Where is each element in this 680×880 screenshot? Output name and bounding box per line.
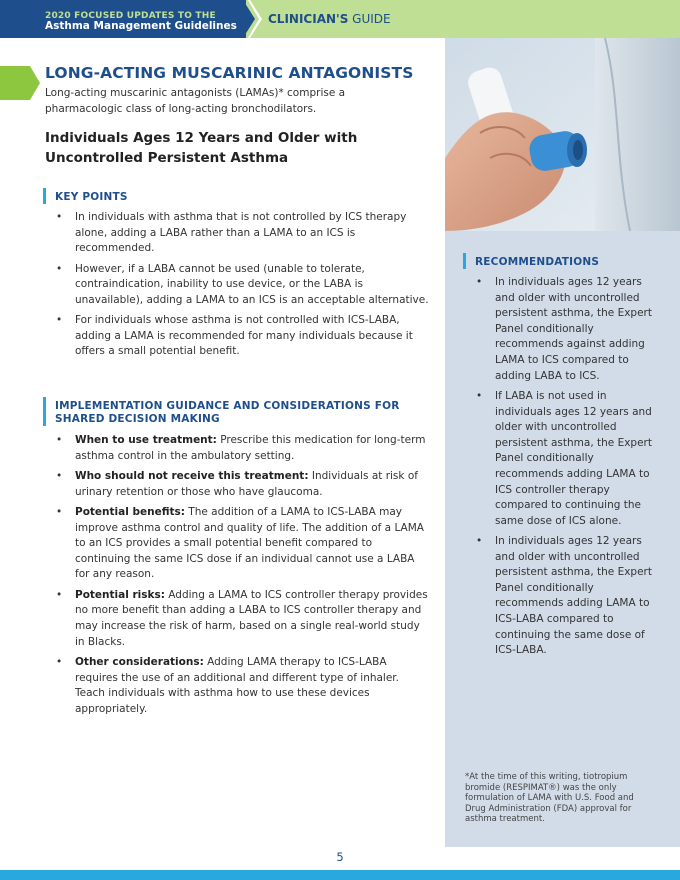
guidance-item-label: Who should not receive this treatment:	[75, 469, 309, 482]
header-series-title: 2020 FOCUSED UPDATES TO THE	[45, 11, 216, 21]
guidance-item-label: When to use treatment:	[75, 434, 217, 446]
key-point-item	[45, 313, 430, 360]
bullet-icon: •	[56, 469, 63, 482]
header-guide-rest: GUIDE	[348, 12, 391, 26]
key-point-text: For individuals whose asthma is not controlled with ICS-LABA, adding a LAMA is recommended for many individuals because it offers a small potential benefit.	[75, 314, 413, 358]
bullet-icon: •	[56, 434, 63, 446]
bullet-icon: •	[476, 535, 483, 548]
guidance-item-text: Prescribe this medication for long-term asthma control in the ambulatory setting.	[75, 434, 426, 462]
lama-footnote: *At the time of this writing, tiotropium bromide (RESPIMAT®) was the only formulation of LAMA with U.S. Food and Drug Administration (FDA) approval for asthma treatment.	[465, 772, 634, 825]
guidance-item-text: Individuals at risk of urinary retention or those who have glaucoma.	[75, 469, 418, 498]
recommendations-list	[475, 275, 660, 664]
header-guide-bold: CLINICIAN'S	[268, 12, 349, 26]
key-point-text: However, if a LABA cannot be used (unable to tolerate, contraindication, inability to use device, or the LABA is unavailable), adding a LAMA to an ICS is an acceptable alternative.	[75, 262, 429, 306]
guidance-item-text: Adding LAMA therapy to ICS-LABA requires the use of an additional and different type of inhaler. Teach individuals with asthma how to use these devices appropriately.	[75, 655, 400, 715]
inhaler-photo	[445, 38, 680, 231]
guidance-item	[45, 655, 430, 717]
bullet-icon: •	[476, 389, 483, 402]
recommendation-item	[475, 275, 660, 384]
key-point-text: In individuals with asthma that is not controlled by ICS therapy alone, adding a LABA rather than a LAMA to an ICS is recommended.	[75, 211, 407, 255]
guidance-item-label: Potential benefits:	[75, 505, 185, 518]
bullet-icon: •	[56, 505, 63, 518]
header-guidelines-title: Asthma Management Guidelines	[45, 20, 237, 32]
recommendation-text: In individuals ages 12 years and older with uncontrolled persistent asthma, the Expert Panel conditionally recommends adding LAMA to ICS-LABA compared to continuing the same dose of ICS-LABA.	[495, 535, 652, 657]
bullet-icon: •	[56, 314, 63, 327]
key-points-list	[45, 210, 430, 365]
key-point-item	[45, 210, 430, 257]
page-number: 5	[336, 850, 344, 864]
guidance-item	[45, 433, 430, 464]
guidance-accent-bar	[43, 397, 46, 426]
key-point-item	[45, 262, 430, 309]
recommendations-heading: RECOMMENDATIONS	[475, 256, 600, 268]
bullet-icon: •	[56, 655, 63, 668]
guidance-item	[45, 588, 430, 650]
recommendations-accent-bar	[463, 253, 466, 269]
footer-bar	[0, 870, 680, 880]
guidance-item-label: Potential risks:	[75, 588, 165, 601]
header-clinicians-guide	[268, 12, 391, 26]
intro-paragraph: Long-acting muscarinic antagonists (LAMAs)* comprise a pharmacologic class of long-acting bronchodilators.	[45, 87, 346, 115]
guidance-heading-line2: SHARED DECISION MAKING	[55, 413, 220, 425]
guidance-heading-line1: IMPLEMENTATION GUIDANCE AND CONSIDERATIONS FOR	[55, 400, 400, 412]
key-points-accent-bar	[43, 188, 46, 204]
guidance-item-label: Other considerations:	[75, 655, 204, 668]
guidance-heading	[55, 400, 430, 426]
section-arrow-marker	[0, 66, 40, 100]
guidance-list	[45, 433, 430, 722]
population-subheading: Individuals Ages 12 Years and Older with Uncontrolled Persistent Asthma	[45, 130, 358, 166]
bullet-icon: •	[56, 588, 63, 601]
bullet-icon: •	[476, 276, 483, 288]
recommendation-text: If LABA is not used in individuals ages 12 years and older with uncontrolled persistent asthma, the Expert Panel conditionally recommends adding LAMA to ICS controller therapy compared to continuing the same dose of ICS alone.	[495, 389, 652, 527]
guidance-item	[45, 505, 430, 583]
page-title: LONG-ACTING MUSCARINIC ANTAGONISTS	[45, 64, 414, 82]
recommendation-item	[475, 534, 660, 659]
recommendation-text: In individuals ages 12 years and older with uncontrolled persistent asthma, the Expert Panel conditionally recommends against adding LAMA to ICS compared to adding LABA to ICS.	[495, 276, 652, 382]
recommendation-item	[475, 389, 660, 529]
guidance-item	[45, 469, 430, 500]
bullet-icon: •	[56, 211, 63, 223]
header-chevron-tip	[243, 0, 255, 38]
bullet-icon: •	[56, 262, 63, 275]
key-points-heading: KEY POINTS	[55, 191, 128, 203]
guidance-item-text: Adding a LAMA to ICS controller therapy provides no more benefit than adding a LABA to ICS controller therapy and may increase the risk of harm, based on a single real-world study in Blacks.	[75, 588, 428, 648]
guidance-item-text: The addition of a LAMA to ICS-LABA may improve asthma control and quality of life. The addition of a LAMA to an ICS provides a small potential benefit compared to continuing the same ICS dose if an individual cannot use a LABA for any reason.	[75, 505, 424, 581]
